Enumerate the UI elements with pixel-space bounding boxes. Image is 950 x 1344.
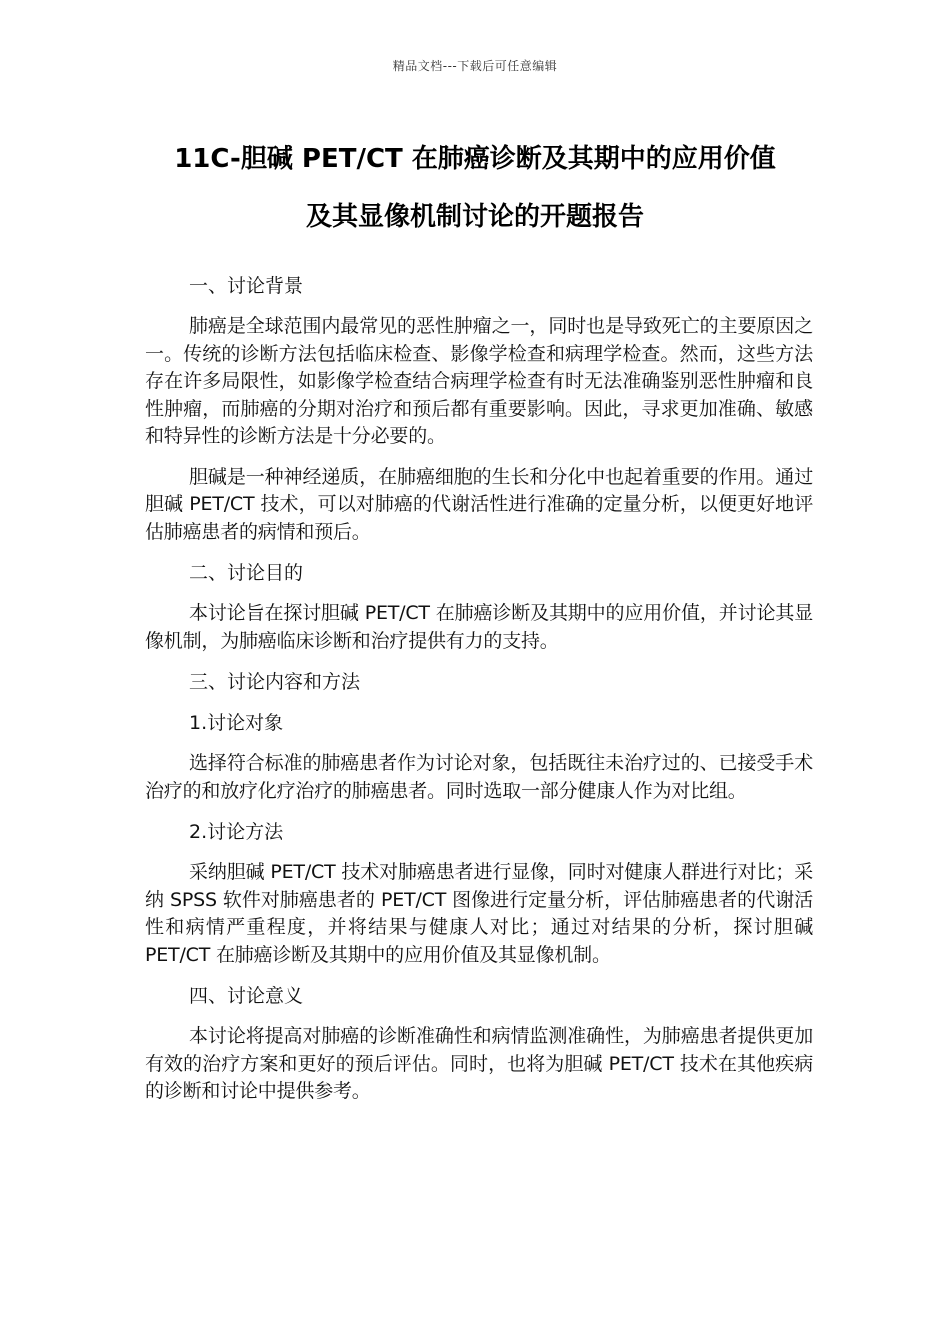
background-paragraph-2: 胆碱是一种神经递质，在肺癌细胞的生长和分化中也起着重要的作用。通过胆碱 PET/CT 技术，可以对肺癌的代谢活性进行准确的定量分析，以便更好地评估肺癌患者的病情和预后。 — [145, 465, 813, 543]
methods-paragraph: 采纳胆碱 PET/CT 技术对肺癌患者进行显像，同时对健康人群进行对比；采纳 SPSS 软件对肺癌患者的 PET/CT 图像进行定量分析，评估肺癌患者的代谢活性和病情严重程度，并将结果与健康人对比；通过对结果的分析，探讨胆碱 PET/CT 在肺癌诊断及其期中的应用价值及其显像机制。 — [145, 861, 813, 966]
section-heading-significance: 四、讨论意义 — [189, 985, 304, 1007]
section-heading-purpose: 二、讨论目的 — [189, 562, 304, 584]
subjects-paragraph: 选择符合标准的肺癌患者作为讨论对象，包括既往未治疗过的、已接受手术治疗的和放疗化疗治疗的肺癌患者。同时选取一部分健康人作为对比组。 — [145, 752, 813, 802]
header-note: 精品文档---下载后可任意编辑 — [392, 59, 558, 73]
document-title-line2: 及其显像机制讨论的开题报告 — [305, 202, 644, 232]
subsection-heading-methods: 2.讨论方法 — [189, 821, 284, 843]
section-heading-methods: 三、讨论内容和方法 — [189, 671, 361, 693]
document-body — [145, 272, 813, 1119]
purpose-paragraph: 本讨论旨在探讨胆碱 PET/CT 在肺癌诊断及其期中的应用价值，并讨论其显像机制，为肺癌临床诊断和治疗提供有力的支持。 — [145, 602, 813, 652]
subsection-heading-subjects: 1.讨论对象 — [189, 712, 284, 734]
document-title-line1: 11C-胆碱 PET/CT 在肺癌诊断及其期中的应用价值 — [174, 144, 776, 174]
background-paragraph-1: 肺癌是全球范围内最常见的恶性肿瘤之一，同时也是导致死亡的主要原因之一。传统的诊断方法包括临床检查、影像学检查和病理学检查。然而，这些方法存在许多局限性，如影像学检查结合病理学检查有时无法准确鉴别恶性肿瘤和良性肿瘤，而肺癌的分期对治疗和预后都有重要影响。因此，寻求更加准确、敏感和特异性的诊断方法是十分必要的。 — [145, 315, 813, 447]
section-heading-background: 一、讨论背景 — [189, 275, 304, 297]
significance-paragraph: 本讨论将提高对肺癌的诊断准确性和病情监测准确性，为肺癌患者提供更加有效的治疗方案和更好的预后评估。同时，也将为胆碱 PET/CT 技术在其他疾病的诊断和讨论中提供参考。 — [145, 1025, 813, 1102]
